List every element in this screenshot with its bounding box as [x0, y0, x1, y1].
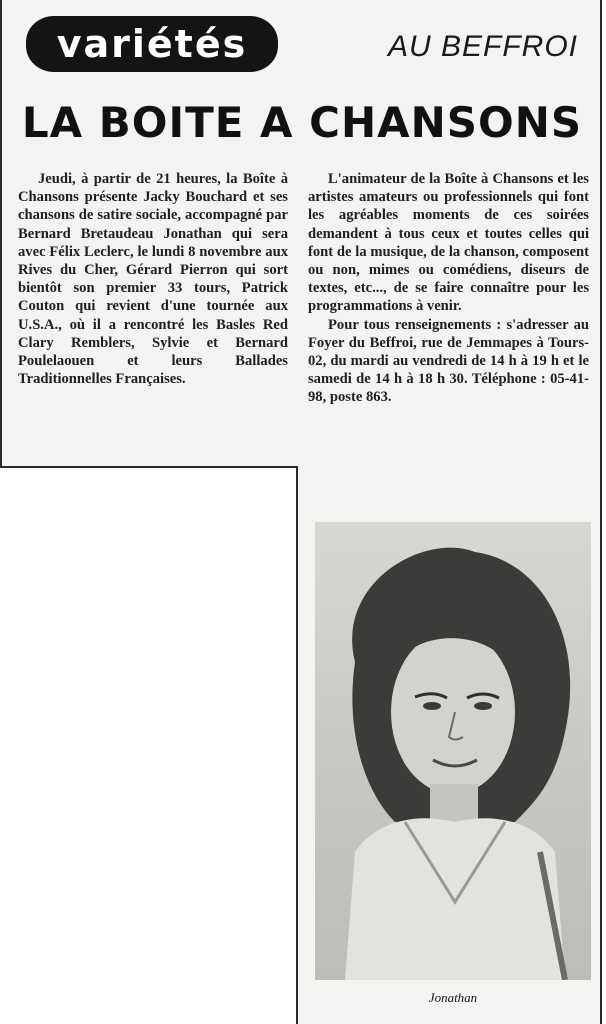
- section-badge: [26, 16, 278, 72]
- section-badge-label: variétés: [56, 22, 248, 66]
- clipping-right-edge: [600, 0, 602, 1024]
- clipping-bottom-edge-left: [0, 466, 298, 468]
- headline: LA BOITE A CHANSONS: [21, 98, 583, 147]
- photo-caption: Jonathan: [428, 990, 478, 1005]
- article-column-left: [18, 170, 288, 388]
- paragraph: L'animateur de la Boîte à Chansons et les artistes amateurs ou professionnels qui font les agréables moments de ces soirées demandent à tous ceux et toutes celles qui font de la musique, de la chanson, composent ou non, mimes ou comédiens, diseurs de textes, etc..., de se faire connaître pour les programmations à venir.: [308, 171, 589, 315]
- portrait-photo: [315, 522, 591, 980]
- column-divider: [296, 466, 298, 1024]
- article-column-right: [308, 170, 589, 407]
- clipping-left-edge: [0, 0, 2, 468]
- paragraph: Pour tous renseignements : s'adresser au Foyer du Beffroi, rue de Jemmapes à Tours-02, du mardi au vendredi de 14 h à 19 h et le samedi de 14 h à 18 h 30. Téléphone : 05-41-98, poste 863.: [308, 316, 589, 406]
- portrait-illustration: [315, 522, 591, 980]
- kicker: AU BEFFROI: [388, 30, 579, 63]
- blank-margin: [0, 468, 296, 1024]
- paragraph: Jeudi, à partir de 21 heures, la Boîte à Chansons présente Jacky Bouchard et ses chansons de satire sociale, accompagné par Bernard Bretaudeau Jonathan qui sera avec Félix Leclerc, le lundi 8 novembre aux Rives du Cher, Gérard Pierron qui sort bientôt son premier 33 tours, Patrick Couton qui revient d'une tournée aux U.S.A., où il a rencontré les Basles Red Clary Remblers, Sylvie et Bernard Poulelaouen et leurs Ballades Traditionnelles Françaises.: [18, 171, 288, 388]
